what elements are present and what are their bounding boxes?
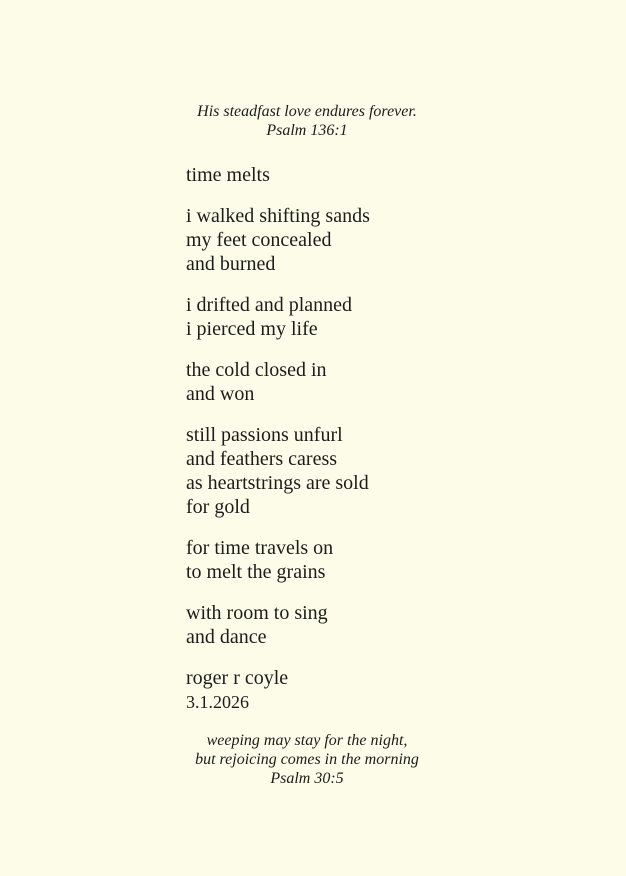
stanza-2 [186, 293, 428, 341]
epigraph-bottom-line2: but rejoicing comes in the morning [195, 751, 419, 768]
poem-title: time melts [186, 164, 270, 186]
epigraph-top-citation: Psalm 136:1 [266, 122, 348, 139]
epigraph-bottom [186, 731, 428, 788]
poem-line: and feathers caress [186, 448, 338, 470]
author-name: roger r coyle [186, 667, 289, 689]
poem-line: for gold [186, 496, 250, 518]
stanza-5 [186, 536, 428, 584]
epigraph-top-line: His steadfast love endures forever. [197, 103, 417, 120]
poem-line: the cold closed in [186, 359, 327, 381]
stanza-6 [186, 601, 428, 649]
stanza-4 [186, 423, 428, 519]
poem-line: and won [186, 383, 255, 405]
epigraph-bottom-citation: Psalm 30:5 [270, 770, 344, 787]
poem-line: i walked shifting sands [186, 205, 370, 227]
poem-line: to melt the grains [186, 561, 326, 583]
poem-line: for time travels on [186, 537, 334, 559]
poem-content [186, 102, 428, 788]
epigraph-bottom-line1: weeping may stay for the night, [206, 732, 408, 749]
poem-line: my feet concealed [186, 229, 332, 251]
poem-line: i drifted and planned [186, 294, 353, 316]
poem-line: still passions unfurl [186, 424, 343, 446]
stanza-1 [186, 204, 428, 276]
poem-line: as heartstrings are sold [186, 472, 369, 494]
poem-line: and burned [186, 253, 276, 275]
stanza-3 [186, 358, 428, 406]
poem-line: with room to sing [186, 602, 328, 624]
poem-date: 3.1.2026 [186, 692, 249, 712]
signature-block [186, 666, 428, 714]
poem-line: i pierced my life [186, 318, 318, 340]
epigraph-top [186, 102, 428, 140]
poem-line: and dance [186, 626, 267, 648]
